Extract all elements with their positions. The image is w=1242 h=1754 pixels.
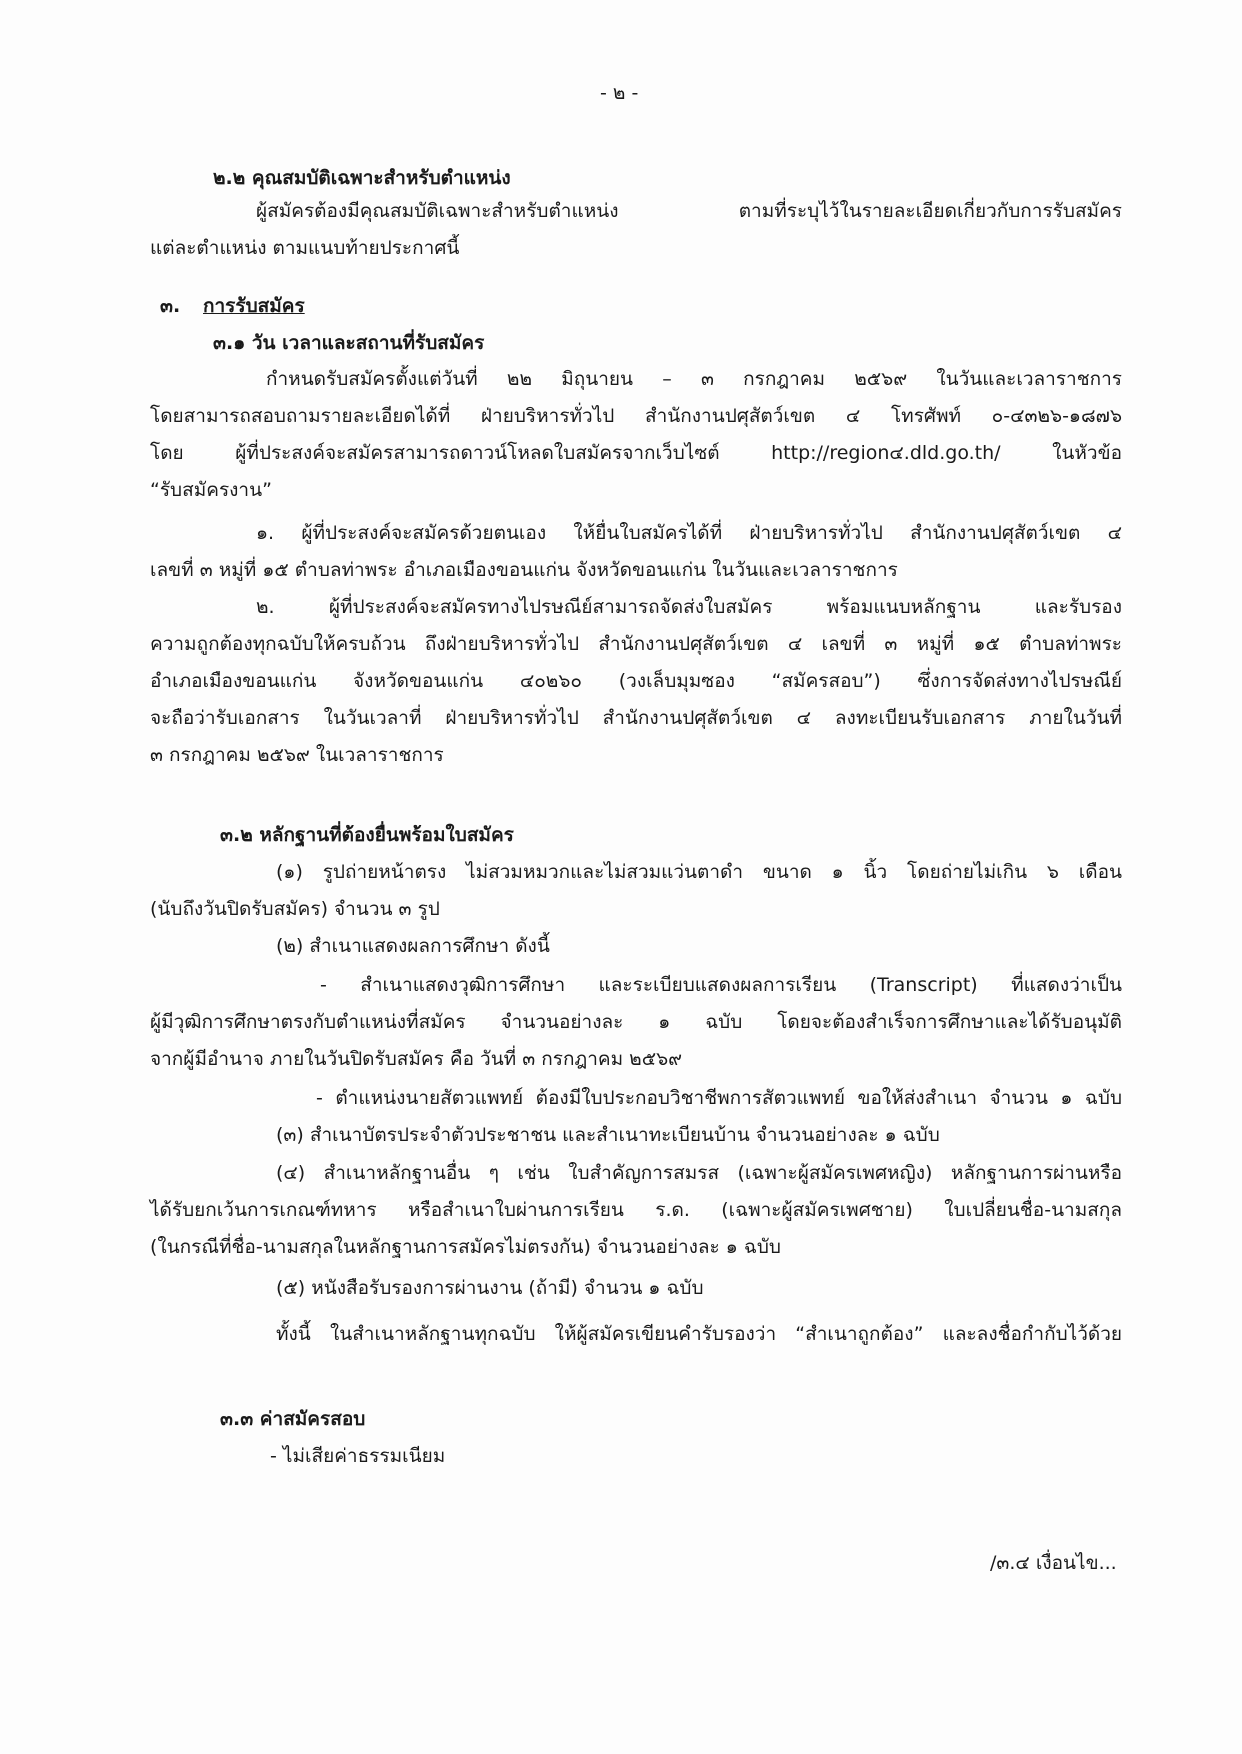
section-3-1-line-2: โดยสามารถสอบถามรายละเอียดได้ที่ ฝ่ายบริหารทั่วไป สำนักงานปศุสัตว์เขต ๔ โทรศัพท์ ๐-๔๓๒๖-๑๘๗๖ [150, 405, 1122, 427]
section-3-1-line-11: ๓ กรกฎาคม ๒๕๖๙ ในเวลาราชการ [150, 744, 444, 766]
section-3-2-line-12: (๕) หนังสือรับรองการผ่านงาน (ถ้ามี) จำนวน ๑ ฉบับ [276, 1277, 704, 1299]
page-number: - ๒ - [600, 82, 639, 104]
section-3-2-line-6: จากผู้มีอำนาจ ภายในวันปิดรับสมัคร คือ วันที่ ๓ กรกฎาคม ๒๕๖๙ [150, 1048, 683, 1070]
section-3-2-line-5: ผู้มีวุฒิการศึกษาตรงกับตำแหน่งที่สมัคร จำนวนอย่างละ ๑ ฉบับ โดยจะต้องสำเร็จการศึกษาและได้รับอนุมัติ [150, 1011, 1122, 1033]
section-2-2-heading: ๒.๒ คุณสมบัติเฉพาะสำหรับตำแหน่ง [213, 167, 511, 189]
section-3-1-line-5: ๑. ผู้ที่ประสงค์จะสมัครด้วยตนเอง ให้ยื่นใบสมัครได้ที่ ฝ่ายบริหารทั่วไป สำนักงานปศุสัตว์เขต ๔ [256, 522, 1122, 544]
section-3-1-line-4: “รับสมัครงาน” [150, 479, 272, 501]
section-3-2-line-13: ทั้งนี้ ในสำเนาหลักฐานทุกฉบับ ให้ผู้สมัครเขียนคำรับรองว่า “สำเนาถูกต้อง” และลงชื่อกำกับไว้ด้วย [276, 1323, 1122, 1345]
section-3-1-line-10: จะถือว่ารับเอกสาร ในวันเวลาที่ ฝ่ายบริหารทั่วไป สำนักงานปศุสัตว์เขต ๔ ลงทะเบียนรับเอกสาร ภายในวันที่ [150, 707, 1122, 729]
section-3-2-line-10: ได้รับยกเว้นการเกณฑ์ทหาร หรือสำเนาใบผ่านการเรียน ร.ด. (เฉพาะผู้สมัครเพศชาย) ใบเปลี่ยนชื่อ-นามสกุล [150, 1199, 1122, 1221]
section-3-3-heading: ๓.๓ ค่าสมัครสอบ [220, 1408, 366, 1430]
section-3-1-line-3: โดย ผู้ที่ประสงค์จะสมัครสามารถดาวน์โหลดใบสมัครจากเว็บไซต์ http://region๔.dld.go.th/ ในหัวข้อ [150, 442, 1122, 464]
section-3-2-line-3: (๒) สำเนาแสดงผลการศึกษา ดังนี้ [276, 935, 550, 957]
section-3-2-line-11: (ในกรณีที่ชื่อ-นามสกุลในหลักฐานการสมัครไม่ตรงกัน) จำนวนอย่างละ ๑ ฉบับ [150, 1236, 781, 1258]
section-3-2-line-4: - สำเนาแสดงวุฒิการศึกษา และระเบียบแสดงผลการเรียน (Transcript) ที่แสดงว่าเป็น [320, 974, 1122, 996]
section-3-1-line-6: เลขที่ ๓ หมู่ที่ ๑๕ ตำบลท่าพระ อำเภอเมืองขอนแก่น จังหวัดขอนแก่น ในวันและเวลาราชการ [150, 559, 898, 581]
section-3-1-line-8: ความถูกต้องทุกฉบับให้ครบถ้วน ถึงฝ่ายบริหารทั่วไป สำนักงานปศุสัตว์เขต ๔ เลขที่ ๓ หมู่ที่ ๑๕ ตำบลท่าพระ [150, 633, 1122, 655]
section-3-2-heading: ๓.๒ หลักฐานที่ต้องยื่นพร้อมใบสมัคร [220, 824, 514, 846]
section-3-1-heading: ๓.๑ วัน เวลาและสถานที่รับสมัคร [213, 332, 485, 354]
section-3-2-line-8: (๓) สำเนาบัตรประจำตัวประชาชน และสำเนาทะเบียนบ้าน จำนวนอย่างละ ๑ ฉบับ [276, 1124, 940, 1146]
section-3-2-line-7: - ตำแหน่งนายสัตวแพทย์ ต้องมีใบประกอบวิชาชีพการสัตวแพทย์ ขอให้ส่งสำเนา จำนวน ๑ ฉบับ [316, 1087, 1122, 1109]
section-3-number: ๓. [160, 295, 181, 317]
section-3-title: การรับสมัคร [203, 295, 305, 317]
section-3-2-line-1: (๑) รูปถ่ายหน้าตรง ไม่สวมหมวกและไม่สวมแว่นตาดำ ขนาด ๑ นิ้ว โดยถ่ายไม่เกิน ๖ เดือน [276, 861, 1122, 883]
continuation-note: /๓.๔ เงื่อนไข... [990, 1552, 1117, 1574]
section-3-2-line-2: (นับถึงวันปิดรับสมัคร) จำนวน ๓ รูป [150, 898, 440, 920]
section-3-2-line-9: (๔) สำเนาหลักฐานอื่น ๆ เช่น ใบสำคัญการสมรส (เฉพาะผู้สมัครเพศหญิง) หลักฐานการผ่านหรือ [276, 1162, 1122, 1184]
section-3-1-line-7: ๒. ผู้ที่ประสงค์จะสมัครทางไปรษณีย์สามารถจัดส่งใบสมัคร พร้อมแนบหลักฐาน และรับรอง [256, 596, 1122, 618]
section-2-2-line-2: แต่ละตำแหน่ง ตามแนบท้ายประกาศนี้ [150, 237, 460, 259]
section-3-1-line-9: อำเภอเมืองขอนแก่น จังหวัดขอนแก่น ๔๐๒๖๐ (วงเล็บมุมซอง “สมัครสอบ”) ซึ่งการจัดส่งทางไปรษณีย์ [150, 670, 1122, 692]
section-3-1-line-1: กำหนดรับสมัครตั้งแต่วันที่ ๒๒ มิถุนายน – ๓ กรกฎาคม ๒๕๖๙ ในวันและเวลาราชการ [266, 368, 1122, 390]
section-2-2-line-1: ผู้สมัครต้องมีคุณสมบัติเฉพาะสำหรับตำแหน่ง ตามที่ระบุไว้ในรายละเอียดเกี่ยวกับการรับสมัคร [256, 200, 1122, 222]
section-3-3-line-1: - ไม่เสียค่าธรรมเนียม [270, 1445, 446, 1467]
